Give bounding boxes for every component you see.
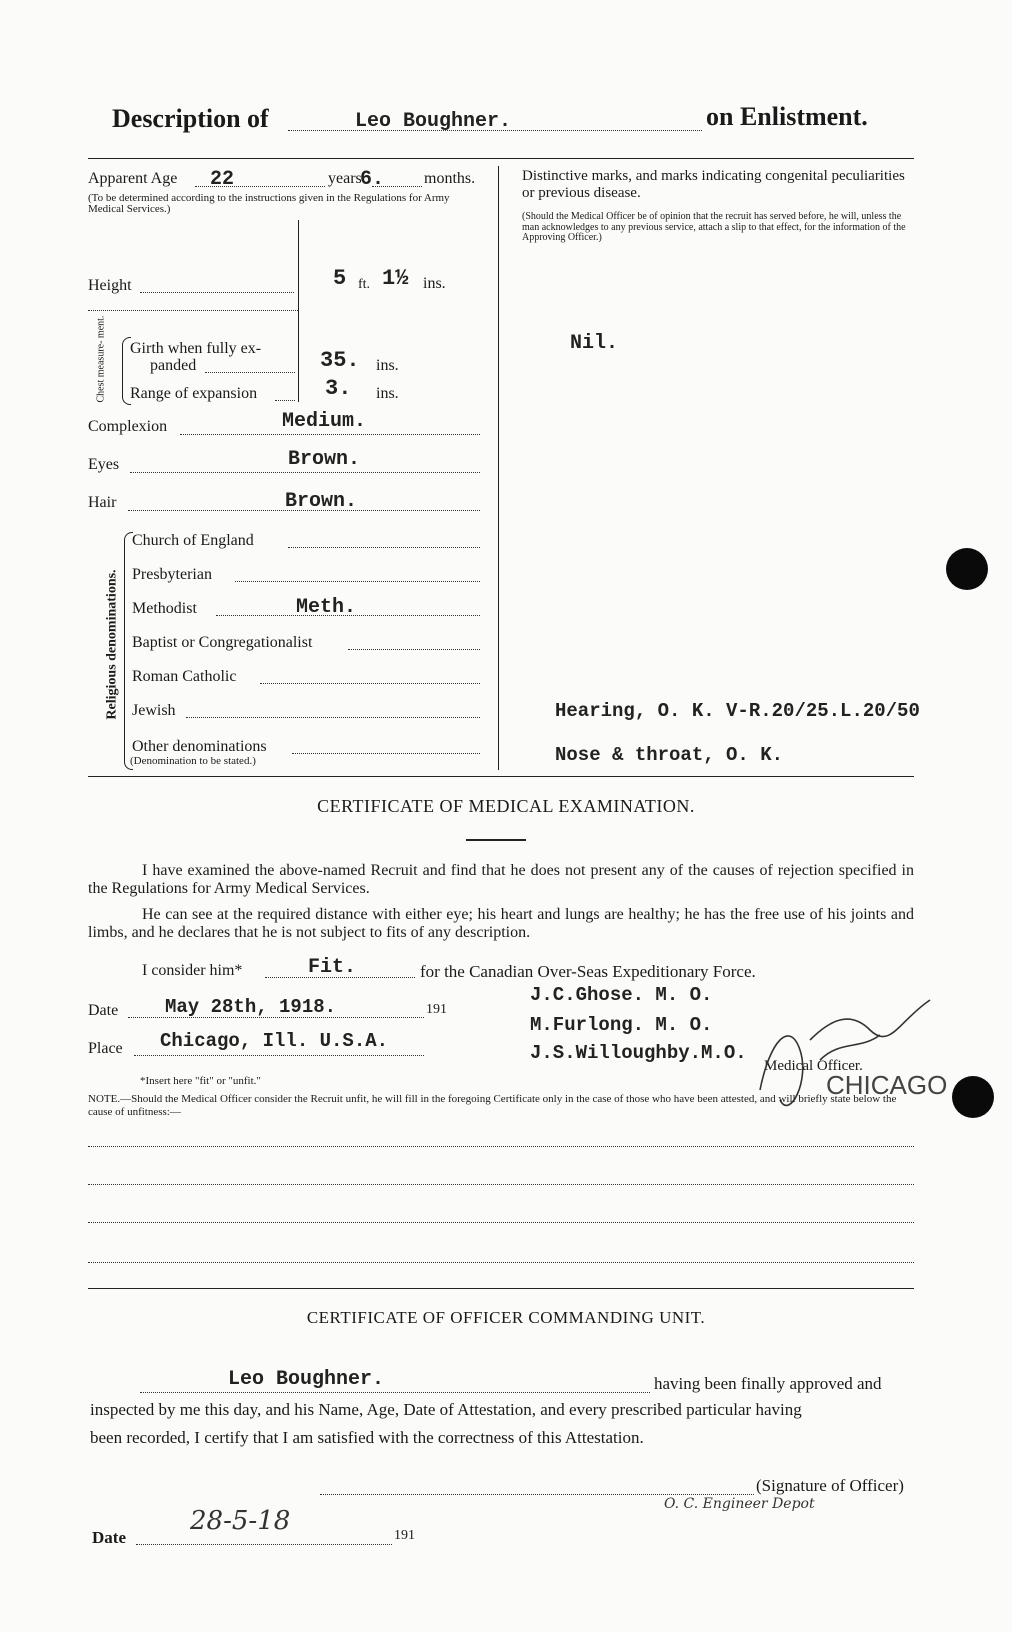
unfit-line-1: [88, 1146, 914, 1147]
marks-hearing: Hearing, O. K. V-R.20/25.L.20/50: [555, 700, 920, 722]
commanding-date-value: 28-5-18: [190, 1506, 291, 1536]
medical-officer-1: J.C.Ghose. M. O.: [530, 984, 713, 1006]
medical-para2: He can see at the required distance with either eye; his heart and lungs are healthy; he has the free use of his joints and limbs, and he declares that he is not subject to fits of any description.: [88, 906, 914, 941]
header-prefix: Description of: [112, 104, 269, 133]
unfit-line-3: [88, 1222, 914, 1223]
complexion-label: Complexion: [88, 418, 168, 435]
range-label: Range of expansion: [130, 385, 258, 402]
commanding-date-label: Date: [92, 1528, 126, 1547]
medical-date-value: May 28th, 1918.: [165, 996, 337, 1018]
marks-title: Distinctive marks, and marks indicating congenital peculiarities or previous disease.: [522, 168, 905, 201]
height-dots: [140, 292, 294, 293]
range-value: 3.: [325, 376, 352, 401]
religion-other: Other denominations: [132, 738, 267, 755]
commanding-text1: having been finally approved and: [654, 1374, 882, 1393]
commanding-signature-dots: [320, 1494, 754, 1495]
religion-label: Religious denominations.: [104, 569, 120, 720]
complexion-dots: [180, 434, 480, 435]
chicago-stamp: CHICAGO: [826, 1070, 948, 1100]
age-months-value: 6.: [360, 168, 385, 191]
height-sep-dots: [88, 310, 298, 311]
eyes-value: Brown.: [288, 448, 361, 471]
religion-baptist: Baptist or Congregationalist: [132, 634, 313, 651]
baptist-dots: [348, 649, 480, 650]
age-years-value: 22: [210, 168, 235, 191]
height-in-value: 1½: [382, 266, 409, 291]
range-dots: [275, 400, 295, 401]
eyes-dots: [130, 472, 480, 473]
header-name: Leo Boughner.: [355, 110, 512, 133]
height-ft-value: 5: [333, 266, 347, 291]
medical-date-label: Date: [88, 1002, 119, 1019]
hair-value: Brown.: [285, 490, 358, 513]
age-label: Apparent Age: [88, 170, 178, 187]
girth-dots: [205, 372, 295, 373]
girth-value: 35.: [320, 348, 360, 373]
commanding-unit: O. C. Engineer Depot: [664, 1496, 815, 1512]
months-label: months.: [424, 170, 476, 187]
religion-jewish: Jewish: [132, 702, 176, 719]
insert-note: *Insert here "fit" or "unfit.": [140, 1075, 261, 1087]
commanding-name: Leo Boughner.: [228, 1368, 385, 1391]
marks-note: (Should the Medical Officer be of opinion that the recruit has served before, he will, unless the man acknowledges to any previous service, attach a slip to that effect, for the information of the Approving Officer.): [522, 211, 906, 243]
height-ins-label: ins.: [423, 275, 446, 292]
coe-dots: [288, 547, 480, 548]
medical-officer-2: M.Furlong. M. O.: [530, 1014, 713, 1036]
top-rule: [88, 158, 914, 159]
consider-value: Fit.: [308, 956, 357, 979]
rc-dots: [260, 683, 480, 684]
religion-methodist: Methodist: [132, 600, 197, 617]
medical-title-rule: [466, 839, 526, 841]
column-divider: [498, 166, 499, 770]
consider-label: I consider him*: [142, 962, 243, 979]
commanding-signature-label: (Signature of Officer): [756, 1476, 904, 1495]
medical-para1: I have examined the above-named Recruit and find that he does not present any of the causes of rejection specified in the Regulations for Army Medical Services.: [88, 862, 914, 897]
girth-label-2: panded: [150, 357, 197, 374]
lower-rule: [88, 1288, 914, 1289]
medical-year-prefix: 191: [426, 1002, 447, 1017]
medical-officer-label: Medical Officer.: [764, 1058, 863, 1074]
place-label: Place: [88, 1040, 123, 1057]
commanding-date-dots: [136, 1544, 392, 1545]
mid-rule: [88, 776, 914, 777]
commanding-text2: inspected by me this day, and his Name, Age, Date of Attestation, and every prescribed particular having: [90, 1400, 802, 1419]
methodist-value: Meth.: [296, 596, 357, 619]
commanding-name-dots: [140, 1392, 650, 1393]
punch-hole-top: [946, 548, 988, 590]
girth-ins-label: ins.: [376, 357, 399, 374]
unfit-line-4: [88, 1262, 914, 1263]
marks-value: Nil.: [570, 332, 619, 355]
medical-title: CERTIFICATE OF MEDICAL EXAMINATION.: [317, 796, 695, 816]
religion-church-of-england: Church of England: [132, 532, 254, 549]
complexion-value: Medium.: [282, 410, 367, 433]
marks-nose: Nose & throat, O. K.: [555, 744, 784, 766]
commanding-title: CERTIFICATE OF OFFICER COMMANDING UNIT.: [306, 1308, 706, 1327]
place-dots: [134, 1055, 424, 1056]
commanding-text3: been recorded, I certify that I am satisfied with the correctness of this Attestation.: [90, 1428, 644, 1447]
header-suffix: on Enlistment.: [706, 102, 868, 131]
medical-note: NOTE.—Should the Medical Officer consider the Recruit unfit, he will fill in the foregoing Certificate only in the case of those who have been attested, and will briefly state below the cause of unfitness:—: [88, 1093, 897, 1118]
chest-label: Chest measure- ment.: [95, 315, 107, 403]
religion-other-note: (Denomination to be stated.): [130, 755, 256, 767]
medical-officer-3: J.S.Willoughby.M.O.: [530, 1042, 747, 1064]
girth-label-1: Girth when fully ex-: [130, 340, 262, 357]
range-ins-label: ins.: [376, 385, 399, 402]
age-note: (To be determined according to the instructions given in the Regulations for Army Medical Services.): [88, 192, 450, 215]
ft-label: ft.: [358, 277, 371, 292]
religion-presbyterian: Presbyterian: [132, 566, 212, 583]
presb-dots: [235, 581, 480, 582]
eyes-label: Eyes: [88, 456, 120, 473]
unfit-line-2: [88, 1184, 914, 1185]
hair-label: Hair: [88, 494, 117, 511]
force-label: for the Canadian Over-Seas Expeditionary Force.: [420, 962, 756, 981]
commanding-year-prefix: 191: [394, 1528, 415, 1543]
punch-hole-bottom: [952, 1076, 994, 1118]
years-label: years: [328, 170, 362, 187]
height-label: Height: [88, 277, 132, 294]
height-divider: [298, 220, 299, 402]
other-dots: [292, 753, 480, 754]
place-value: Chicago, Ill. U.S.A.: [160, 1030, 389, 1052]
religion-roman-catholic: Roman Catholic: [132, 668, 237, 685]
jewish-dots: [186, 717, 480, 718]
